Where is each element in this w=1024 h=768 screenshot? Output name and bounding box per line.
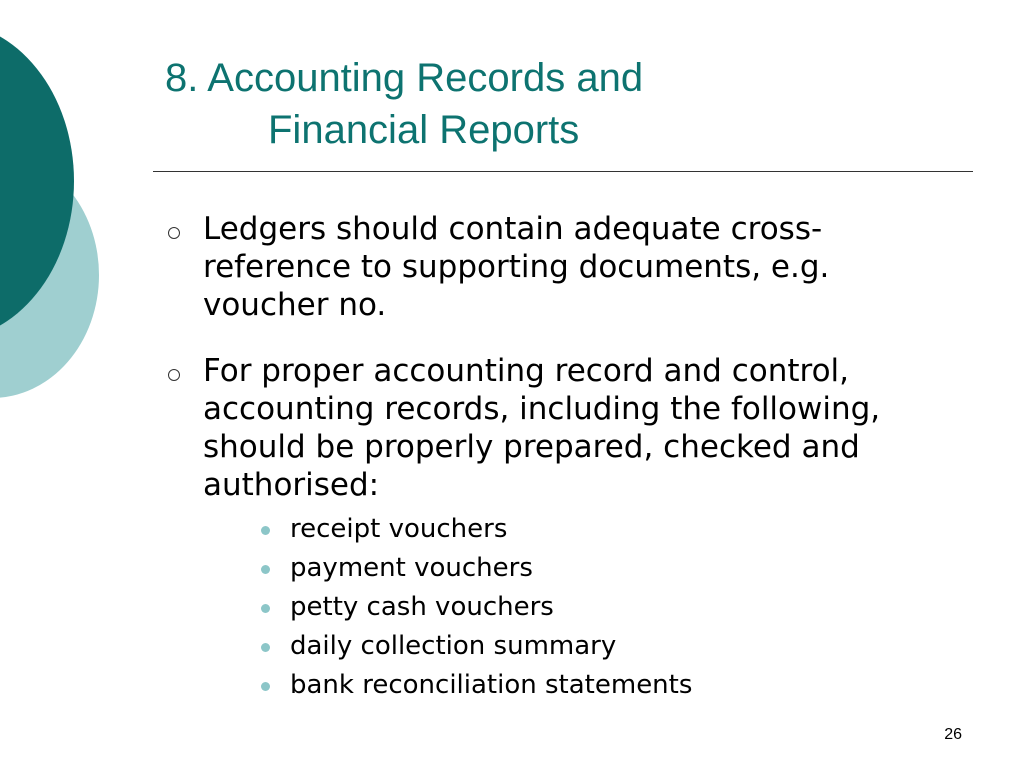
hollow-circle-bullet-icon <box>168 227 180 239</box>
sub-bullet-text: payment vouchers <box>290 553 533 583</box>
title-divider <box>153 171 973 172</box>
hollow-circle-bullet-icon <box>168 369 180 381</box>
sub-bullet-text: petty cash vouchers <box>290 592 554 622</box>
dot-bullet-icon <box>261 682 270 691</box>
sub-bullet-item <box>203 627 960 666</box>
sub-bullet-item <box>203 549 960 588</box>
dot-bullet-icon <box>261 565 270 574</box>
dot-bullet-icon <box>261 526 270 535</box>
bullet-item <box>160 210 960 324</box>
dot-bullet-icon <box>261 643 270 652</box>
sub-bullet-list <box>203 510 960 705</box>
bullet-text: For proper accounting record and control, accounting records, including the following, should be properly prepared, checked and authorised: <box>203 353 881 503</box>
slide-title-line-1: 8. Accounting Records and <box>165 56 644 100</box>
sub-bullet-text: bank reconciliation statements <box>290 670 693 700</box>
slide-title-line-2: Financial Reports <box>268 108 580 152</box>
bullet-text: Ledgers should contain adequate cross-reference to supporting documents, e.g. voucher no. <box>203 211 830 323</box>
slide-body <box>160 210 960 705</box>
dot-bullet-icon <box>261 604 270 613</box>
sub-bullet-item <box>203 666 960 705</box>
page-number: 26 <box>944 726 962 743</box>
bullet-item <box>160 352 960 705</box>
sub-bullet-text: daily collection summary <box>290 631 617 661</box>
slide-title <box>165 52 643 156</box>
sub-bullet-item <box>203 510 960 549</box>
sub-bullet-text: receipt vouchers <box>290 514 508 544</box>
sub-bullet-item <box>203 588 960 627</box>
